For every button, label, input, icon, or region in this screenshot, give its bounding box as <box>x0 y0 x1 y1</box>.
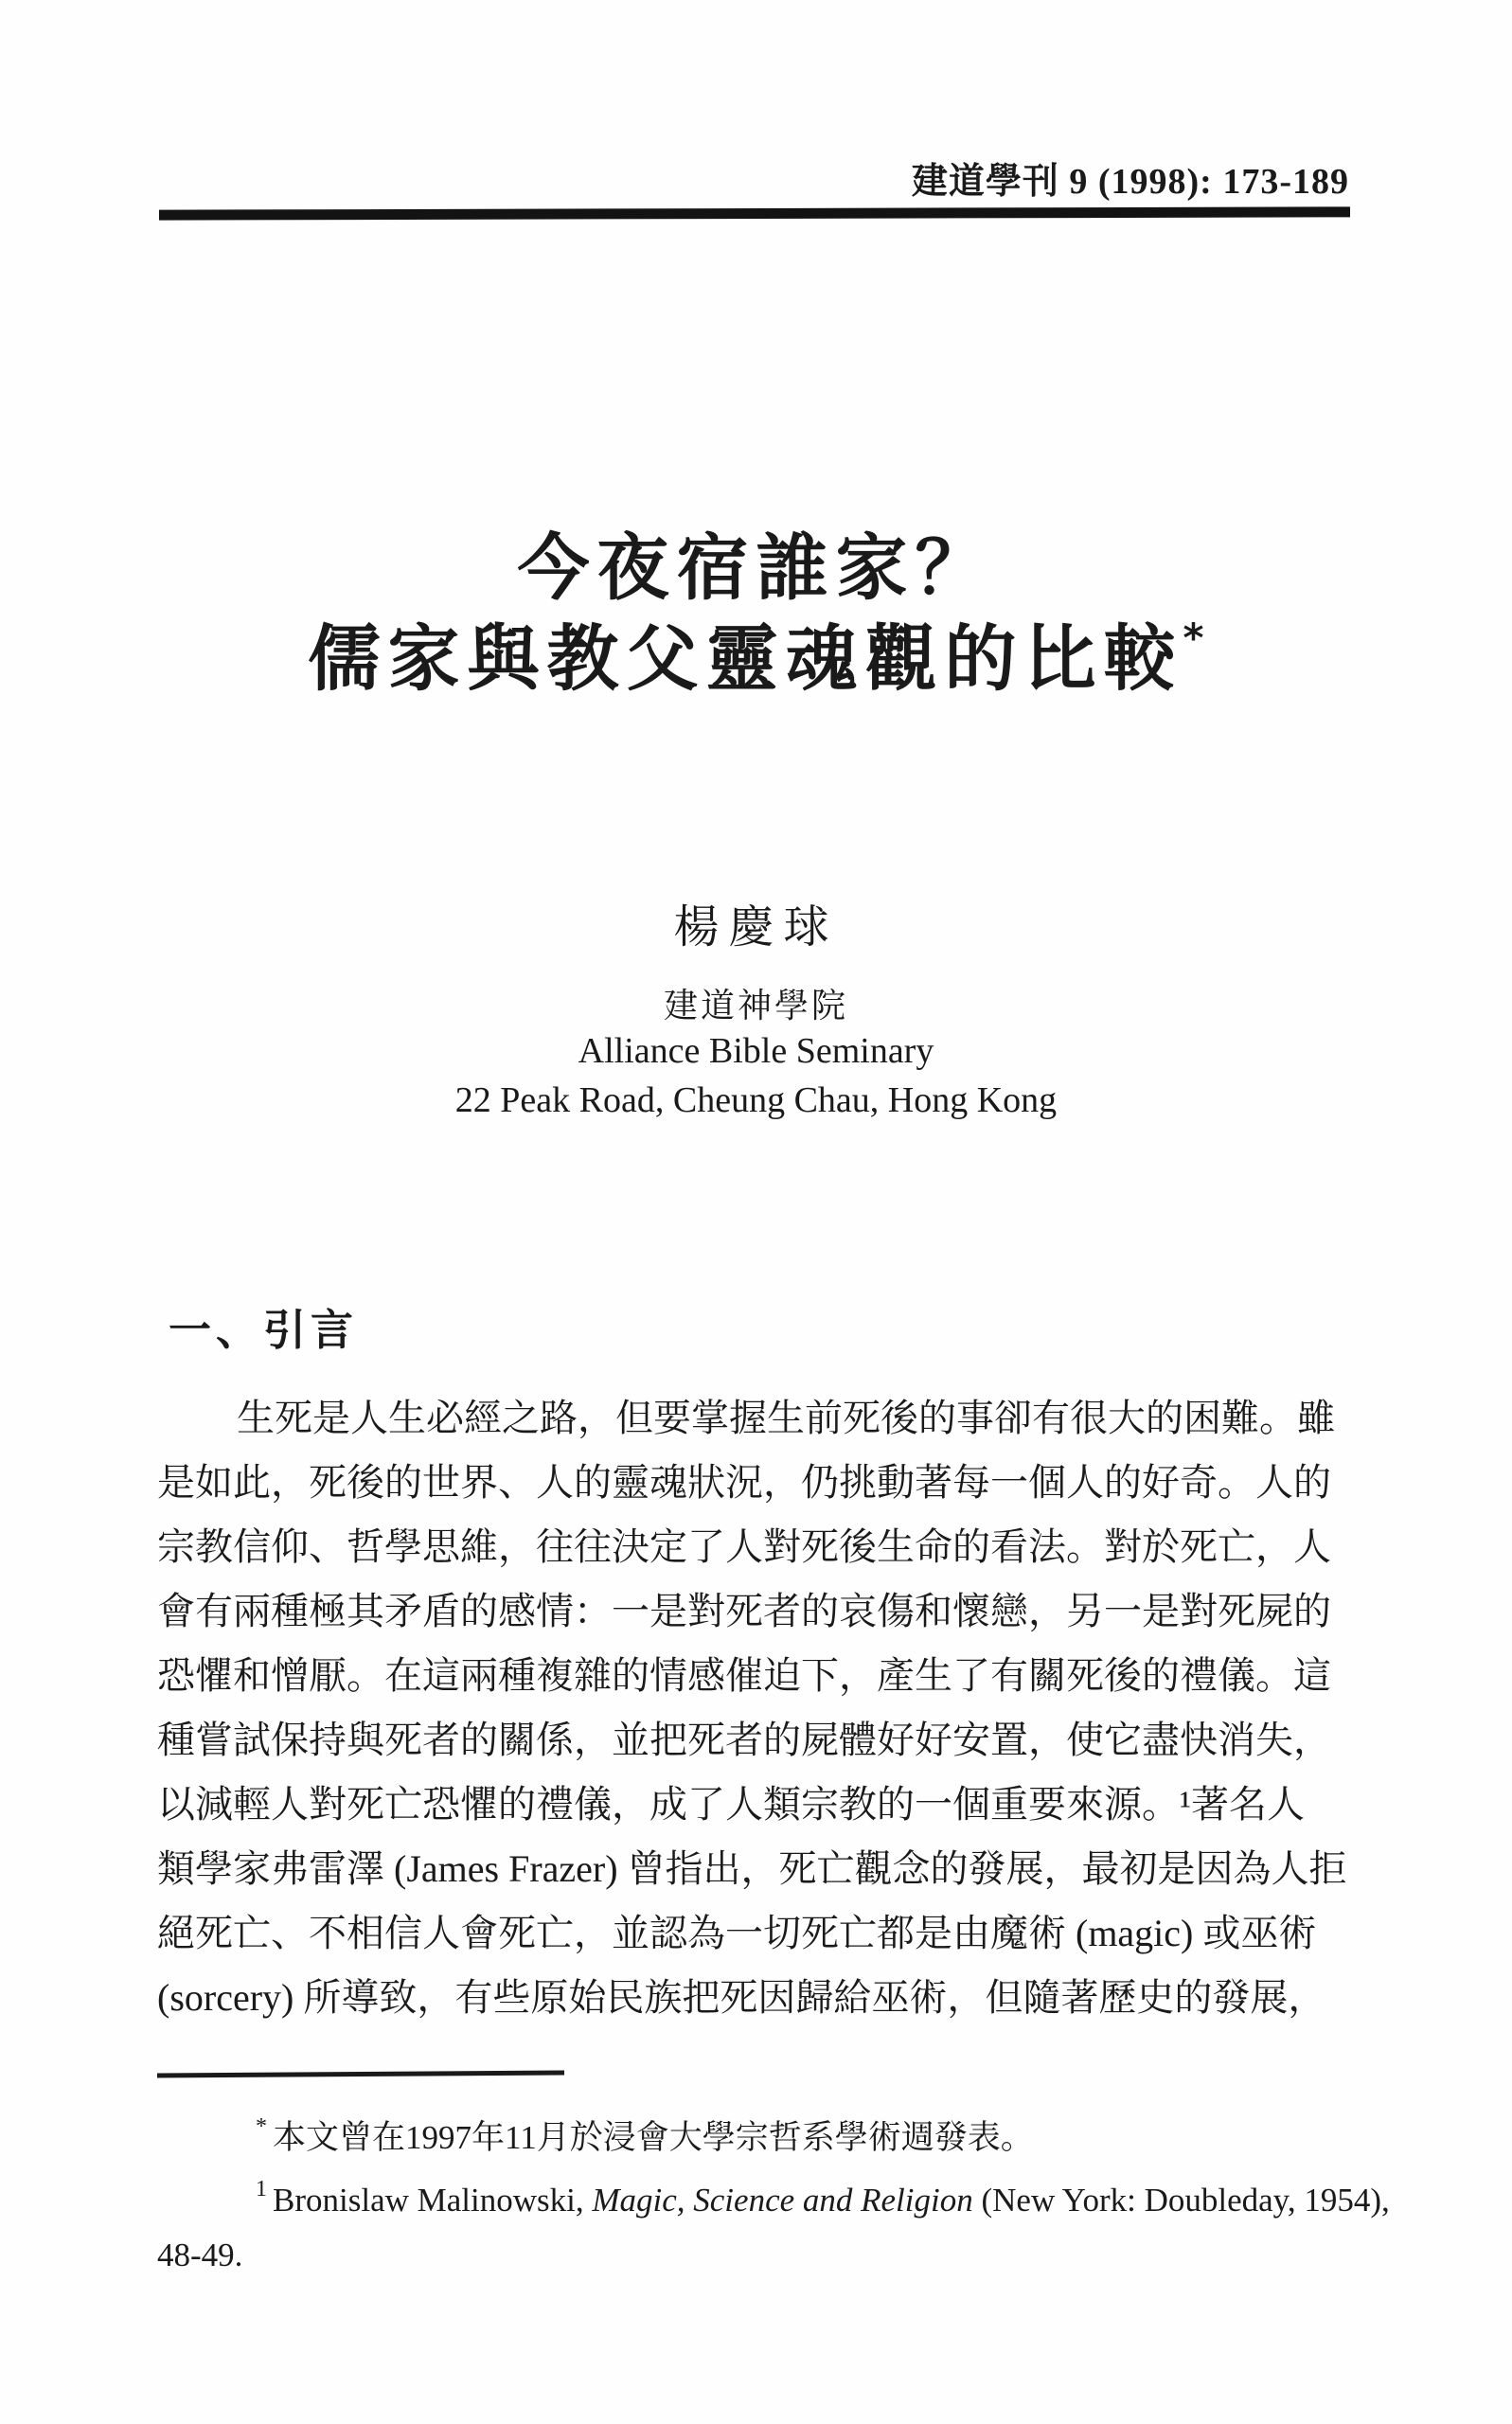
journal-header: 建道學刊 9 (1998): 173-189 <box>911 162 1349 202</box>
body-line: 宗教信仰、哲學思維，往往決定了人對死後生命的看法。對於死亡，人 <box>157 1525 1331 1568</box>
body-line: 以減輕人對死亡恐懼的禮儀，成了人類宗教的一個重要來源。¹著名人 <box>157 1783 1305 1826</box>
body-line: 恐懼和憎厭。在這兩種複雜的情感催迫下，產生了有關死後的禮儀。這 <box>157 1654 1331 1697</box>
body-line: 類學家弗雷澤 (James Frazer) 曾指出，死亡觀念的發展，最初是因為人拒 <box>157 1847 1347 1890</box>
body-line: (sorcery) 所導致，有些原始民族把死因歸給巫術，但隨著歷史的發展， <box>157 1976 1326 2019</box>
affiliation-chinese: 建道神學院 <box>663 987 848 1025</box>
title-footnote-marker: * <box>1183 615 1204 661</box>
body-line: 生死是人生必經之路，但要掌握生前死後的事卻有很大的困難。雖 <box>237 1397 1335 1439</box>
footnote-1-text-after: (New York: Doubleday, 1954), <box>972 2182 1390 2219</box>
author-name: 楊慶球 <box>673 902 839 953</box>
affiliation-address: 22 Peak Road, Cheung Chau, Hong Kong <box>454 1080 1058 1120</box>
body-line: 種嘗試保持與死者的關係，並把死者的屍體好好安置，使它盡快消失， <box>157 1719 1331 1761</box>
affiliation-english: Alliance Bible Seminary <box>578 1031 934 1071</box>
footnote-star-text: 本文曾在1997年11月於浸會大學宗哲系學術週發表。 <box>273 2119 1034 2156</box>
body-paragraph <box>157 1386 1374 2030</box>
footnote-star-marker: * <box>256 2114 267 2139</box>
article-title-line1: 今夜宿誰家？ <box>517 526 995 610</box>
body-line: 會有兩種極其矛盾的感情：一是對死者的哀傷和懷戀，另一是對死屍的 <box>157 1590 1331 1632</box>
footnote-1-continuation: 48-49. <box>157 2237 243 2273</box>
body-line: 是如此，死後的世界、人的靈魂狀況，仍挑動著每一個人的好奇。人的 <box>157 1461 1331 1504</box>
article-title-line2 <box>151 614 1361 704</box>
body-line: 絕死亡、不相信人會死亡，並認為一切死亡都是由魔術 (magic) 或巫術 <box>157 1912 1317 1954</box>
section-heading: 一、引言 <box>169 1305 359 1355</box>
footnote-rule <box>157 2070 564 2077</box>
footnote-1 <box>157 2176 1388 2225</box>
article-title-line2-text: 儒家與教父靈魂觀的比較 <box>308 616 1183 701</box>
header-rule <box>159 206 1350 220</box>
footnote-1-text-before: Bronislaw Malinowski, <box>273 2182 593 2219</box>
footnote-star <box>157 2113 1388 2163</box>
footnote-1-book-title: Magic, Science and Religion <box>592 2182 973 2219</box>
article-title <box>151 523 1361 704</box>
footnote-1-marker: 1 <box>256 2177 267 2201</box>
